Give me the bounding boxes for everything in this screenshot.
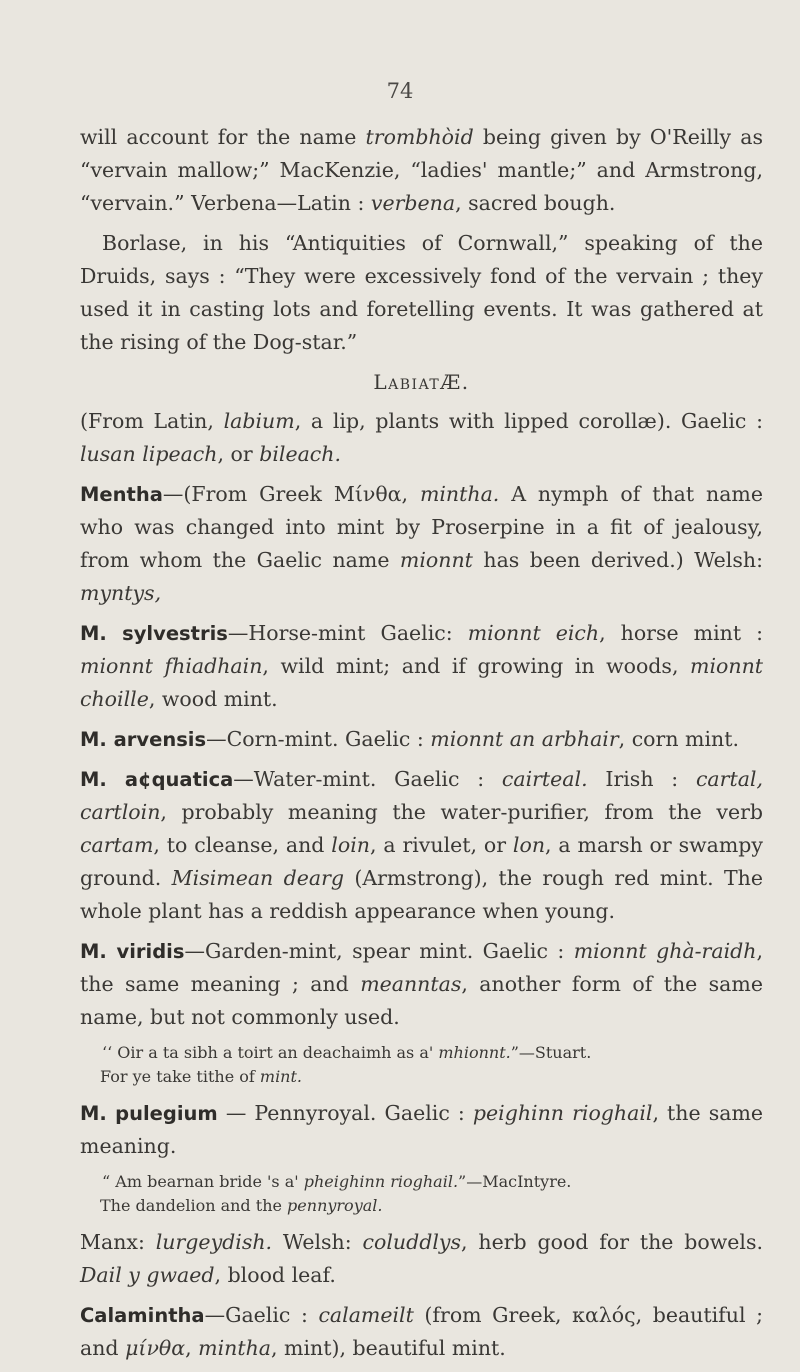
paragraph-borlase: Borlase, in his “Antiquities of Cornwall,” speaking of the Druids, says : “They were excessively fond of the vervain ; they used it in casting lots and foretelling events. It was gathered at the rising of the Dog-star.”	[80, 231, 763, 354]
entry-sylvestris: M. sylvestris—Horse-mint Gaelic: mionnt eich, horse mint : mionnt fhiadhain, wild mint; and if growing in woods, mionnt choille, wood mint.	[80, 621, 764, 711]
entry-pulegium: M. pulegium — Pennyroyal. Gaelic : peighinn rioghail, the same meaning.	[80, 1101, 764, 1158]
entry-aquatica: M. a¢quatica—Water-mint. Gaelic : cairteal. Irish : cartal, cartloin, probably meaning the water-purifier, from the verb cartam, to cleanse, and loin, a rivulet, or lon, a marsh or swampy ground. Misimean dearg (Armstrong), the rough red mint. The whole plant has a reddish appearance when young.	[80, 767, 764, 923]
section-heading: LabiatÆ.	[373, 370, 470, 394]
paragraph-labiatae: (From Latin, labium, a lip, plants with lipped corollæ). Gaelic : lusan lipeach, or bileach.	[80, 409, 763, 466]
entry-arvensis: M. arvensis—Corn-mint. Gaelic : mionnt an arbhair, corn mint.	[80, 727, 739, 751]
quote-macintyre: “ Am bearnan bride 's a' pheighinn rioghail.”—MacIntyre. The dandelion and the pennyroyal.	[100, 1172, 572, 1215]
paragraph-manx: Manx: lurgeydish. Welsh: coluddlys, herb good for the bowels. Dail y gwaed, blood leaf.	[80, 1230, 764, 1287]
page-number: 74	[386, 79, 414, 103]
entry-viridis: M. viridis—Garden-mint, spear mint. Gaelic : mionnt ghà-raidh, the same meaning ; and meanntas, another form of the same name, but not commonly used.	[80, 939, 763, 1029]
entry-mentha: Mentha—(From Greek Μίνθα, mintha. A nymph of that name who was changed into mint by Proserpine in a fit of jealousy, from whom the Gaelic name mionnt has been derived.) Welsh: myntys,	[80, 482, 764, 605]
paragraph-vervain: will account for the name trombhòid being given by O'Reilly as “vervain mallow;” MacKenzie, “ladies' mantle;” and Armstrong, “vervain.” Verbena—Latin : verbena, sacred bough.	[80, 125, 763, 215]
quote-stuart: ‘‘ Oir a ta sibh a toirt an deachaimh as a' mhionnt.”—Stuart. For ye take tithe of mint.	[100, 1043, 592, 1086]
body-text	[80, 121, 763, 1372]
entry-calamintha: Calamintha—Gaelic : calameilt (from Greek, καλός, beautiful ; and μίνθα, mintha, mint), beautiful mint.	[80, 1303, 764, 1360]
